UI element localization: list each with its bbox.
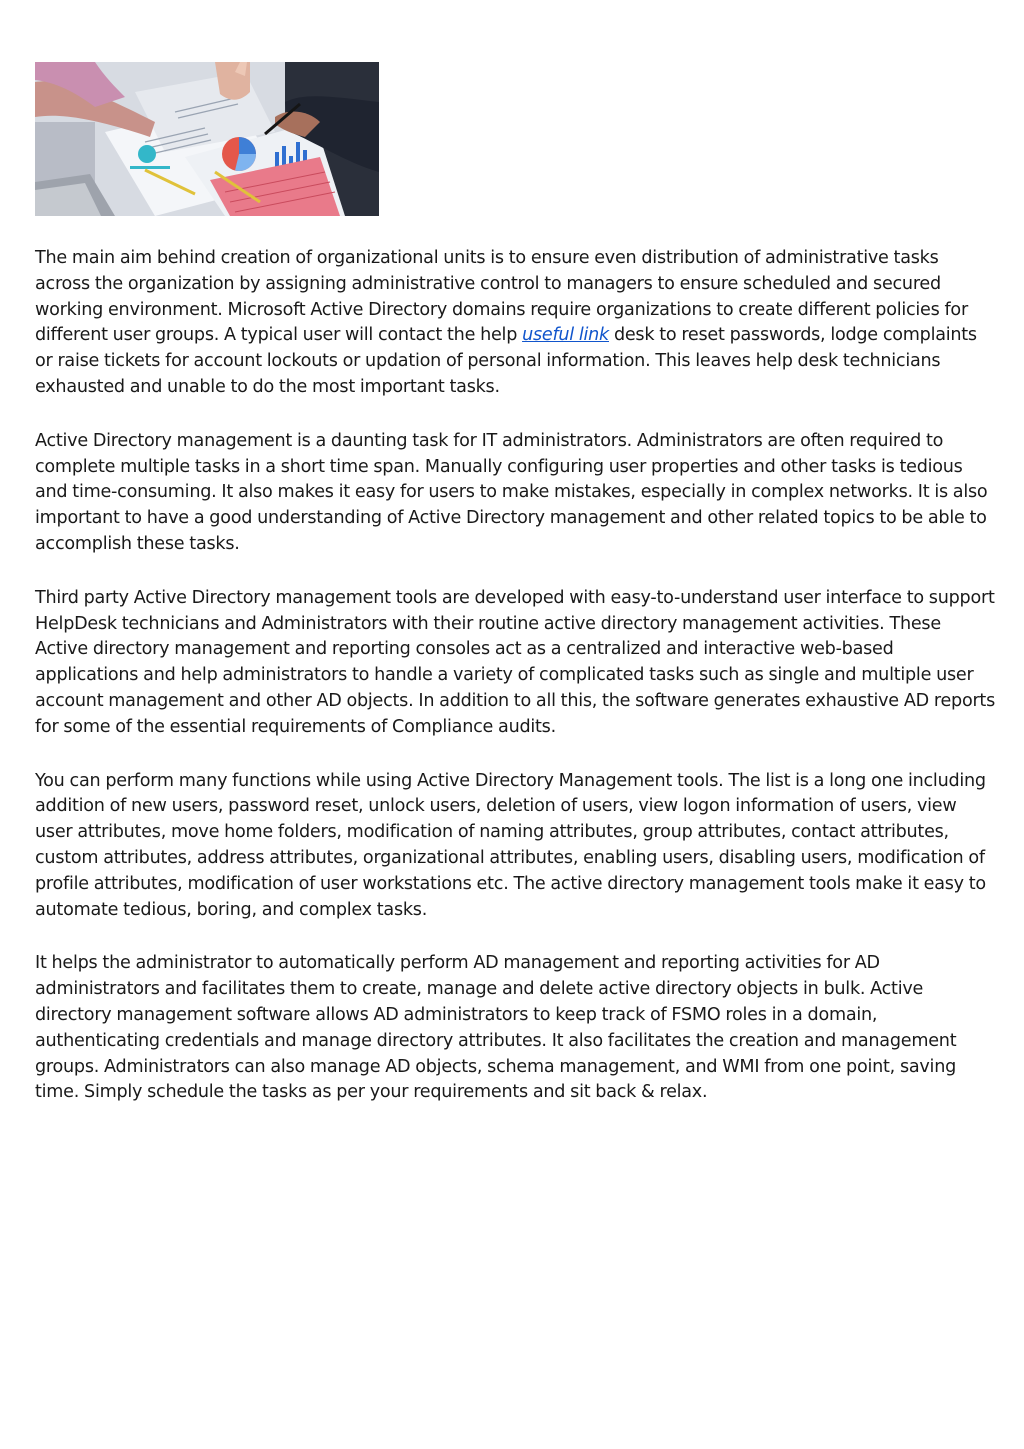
paragraph-functions-list: You can perform many functions while using Active Directory Management tools. The list is a long one including addition of new users, password reset, unlock users, deletion of users, view logon information of users, view user attributes, move home folders, modification of naming attributes, group attributes, contact attributes, custom attributes, address attributes, organizational attributes, enabling users, disabling users, modification of profile attributes, modification of user workstations etc. The active directory management tools make it easy to automate tedious, boring, and complex tasks. <box>35 770 986 920</box>
paragraph-text: The main aim behind creation of organizational units is to ensure even distribution of administrative tasks across the organization by assigning administrative control to managers to ensure scheduled and secured working environment. Microsoft Active Directory domains require organizations to create different policies for different user groups. A typical user will contact the help <box>35 248 968 346</box>
paragraph-automation: It helps the administrator to automatically perform AD management and reporting activities for AD administrators and facilitates them to create, manage and delete active directory objects in bulk. Active directory management software allows AD administrators to keep track of FSMO roles in a domain, authenticating credentials and manage directory attributes. It also facilitates the creation and management groups. Administrators can also manage AD objects, schema management, and WMI from one point, saving time. Simply schedule the tasks as per your requirements and sit back & relax. <box>35 953 957 1103</box>
article-body <box>35 246 995 1134</box>
paragraph-text: desk to reset passwords, lodge complaints or raise tickets for account lockouts or updation of personal information. This leaves help desk technicians exhausted and unable to do the most important tasks. <box>35 325 977 397</box>
useful-link[interactable]: useful link <box>522 325 609 346</box>
paragraph-organizational-units <box>35 246 995 401</box>
business-meeting-charts-photo <box>35 62 379 216</box>
paragraph-ad-management: Active Directory management is a daunting task for IT administrators. Administrators are often required to complete multiple tasks in a short time span. Manually configuring user properties and other tasks is tedious and time-consuming. It also makes it easy for users to make mistakes, especially in complex networks. It is also important to have a good understanding of Active Directory management and other related topics to be able to accomplish these tasks. <box>35 430 988 554</box>
paragraph-third-party-tools: Third party Active Directory management tools are developed with easy-to-understand user interface to support HelpDesk technicians and Administrators with their routine active directory management activities. These Active directory management and reporting consoles act as a centralized and interactive web-based applications and help administrators to handle a variety of complicated tasks such as single and multiple user account management and other AD objects. In addition to all this, the software generates exhaustive AD reports for some of the essential requirements of Compliance audits. <box>35 587 996 737</box>
